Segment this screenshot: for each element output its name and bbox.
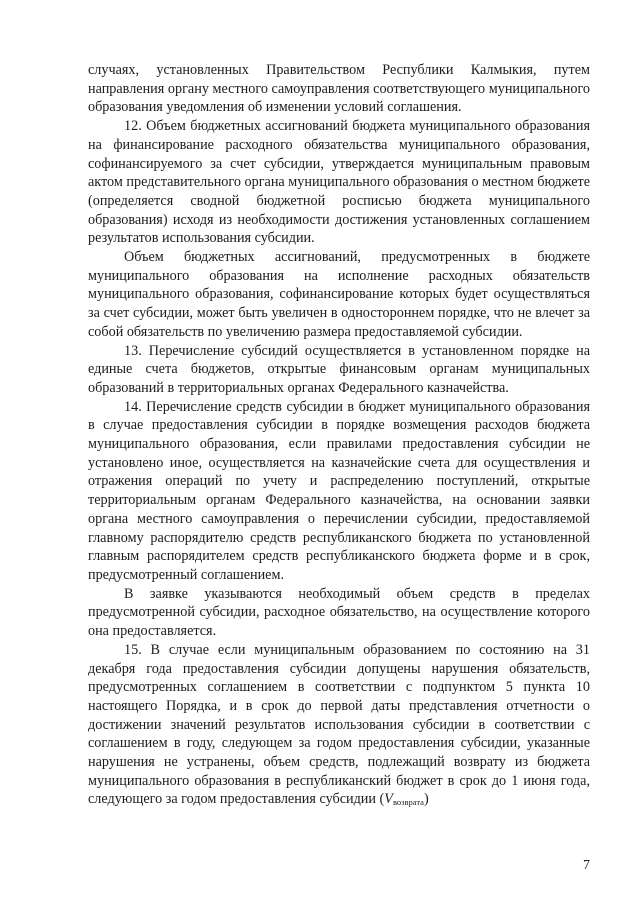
page-number: 7 [583,858,590,873]
paragraph-14-application [88,585,590,641]
return-volume-formula [384,791,424,807]
formula-close: ) [423,791,429,808]
paragraph-12 [88,117,590,248]
formula-symbol: V [384,791,393,808]
paragraph-13 [88,342,590,398]
paragraph-text: Объем бюджетных ассигнований, предусмотренных в бюджете муниципального образования на исполнение расходных обязательств муниципального образования, софинансирование которых будет осуществляться за счет субсидии, может быть увеличен в одностороннем порядке, что не влечет за собой обязательств по увеличению размера предоставляемой субсидии. [88,249,590,340]
paragraph-text: 13. Перечисление субсидий осуществляется в установленном порядке на единые счета бюджетов, открытые финансовым органам муниципальных образований в территориальных органах Федерального казначейства. [88,342,590,396]
paragraph-12-budget-increase [88,248,590,342]
paragraph-text: 12. Объем бюджетных ассигнований бюджета муниципального образования на финансирование расходного обязательства муниципального образования, софинансируемого за счет субсидии, утверждается муниципальным правовым актом представительного органа муниципального образования о местном бюджете (определяется сводной бюджетной росписью бюджета муниципального образования) исходя из необходимости достижения установленных соглашением результатов использования субсидии. [88,118,590,247]
document-body [88,61,590,812]
paragraph-text: 14. Перечисление средств субсидии в бюджет муниципального образования в случае предоставления субсидии в порядке возмещения расходов бюджета муниципального образования, если правилами предоставления субсидии не установлено иное, осуществляется на казначейские счета для осуществления и отражения операций по учету и распределению поступлений, открытые территориальным органам Федерального казначейства, на основании заявки органа местного самоуправления о перечислении субсидии, предоставляемой главному распорядителю средств республиканского бюджета по установленной главным распорядителем средств республиканского бюджета форме и в срок, предусмотренный соглашением. [88,398,590,583]
paragraph-text: В заявке указываются необходимый объем средств в пределах предусмотренной субсидии, расходное обязательство, на осуществление которого она предоставляется. [88,585,590,640]
paragraph-14 [88,398,590,585]
paragraph-text: 15. В случае если муниципальным образованием по состоянию на 31 декабря года предоставления субсидии допущены нарушения обязательств, предусмотренных соглашением в соответствии с подпунктом 5 пункта 10 настоящего Порядка, и в срок до первой даты представления отчетности о достижении значений результатов использования субсидии в соответствии с соглашением в году, следующем за годом предоставления субсидии, указанные нарушения не устранены, объем средств, подлежащий возврату из бюджета муниципального образования в республиканский бюджет в срок до 1 июня года, следующего за годом предоставления субсидии ( [88,641,590,808]
paragraph-text: случаях, установленных Правительством Республики Калмыкия, путем направления органу местного самоуправления соответствующего муниципального образования уведомления об изменении условий соглашения. [88,62,590,116]
paragraph-15 [88,641,590,812]
formula-subscript: возврата [392,797,424,808]
paragraph-continuation [88,61,590,117]
